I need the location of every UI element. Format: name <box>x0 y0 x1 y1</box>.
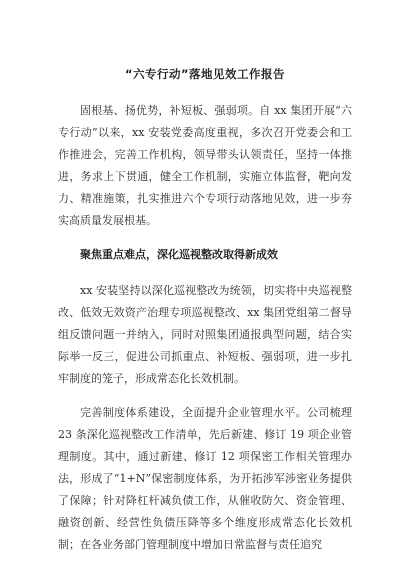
intro-paragraph: 固根基、扬优势，补短板、强弱项。自 xx 集团开展“六专行动”以来，xx 安装党委高度重视，多次召开党委会和工作推进会，完善工作机构，领导带头认领责任，坚持一体推进，务求上下贯通，健全工作机制，实施立体监督，靶向发力、精准施策，扎实推进六个专项行动落地见效，进一步夯实高质量发展根基。 <box>58 104 352 227</box>
section-paragraph-2: 完善制度体系建设，全面提升企业管理水平。公司梳理 23 条深化巡视整改工作清单，先后新建、修订 19 项企业管理制度。其中，通过新建、修订 12 项保密工作相关管理办法，形成了“1+N”保密制度体系，为开拓涉军涉密业务提供了保障；针对降杠杆减负债工作，从催收防欠、资金管理、融资创新、经营性负债压降等多个维度形成常态化长效机制；在各业务部门管理制度中增加日常监督与责任追究 <box>58 406 352 551</box>
report-title: “六专行动”落地见效工作报告 <box>124 67 286 81</box>
section-heading: 聚焦重点难点，深化巡视整改取得新成效 <box>80 248 278 261</box>
section-paragraph-1: xx 安装坚持以深化巡视整改为统领，切实将中央巡视整改、低效无效资产治理专项巡视整改、xx 集团党组第二督导组反馈问题一并纳入，同时对照集团通报典型问题，结合实际举一反三，促进公司抓重点、补短板、强弱项，进一步扎牢制度的笼子，形成常态化长效机制。 <box>58 284 352 385</box>
